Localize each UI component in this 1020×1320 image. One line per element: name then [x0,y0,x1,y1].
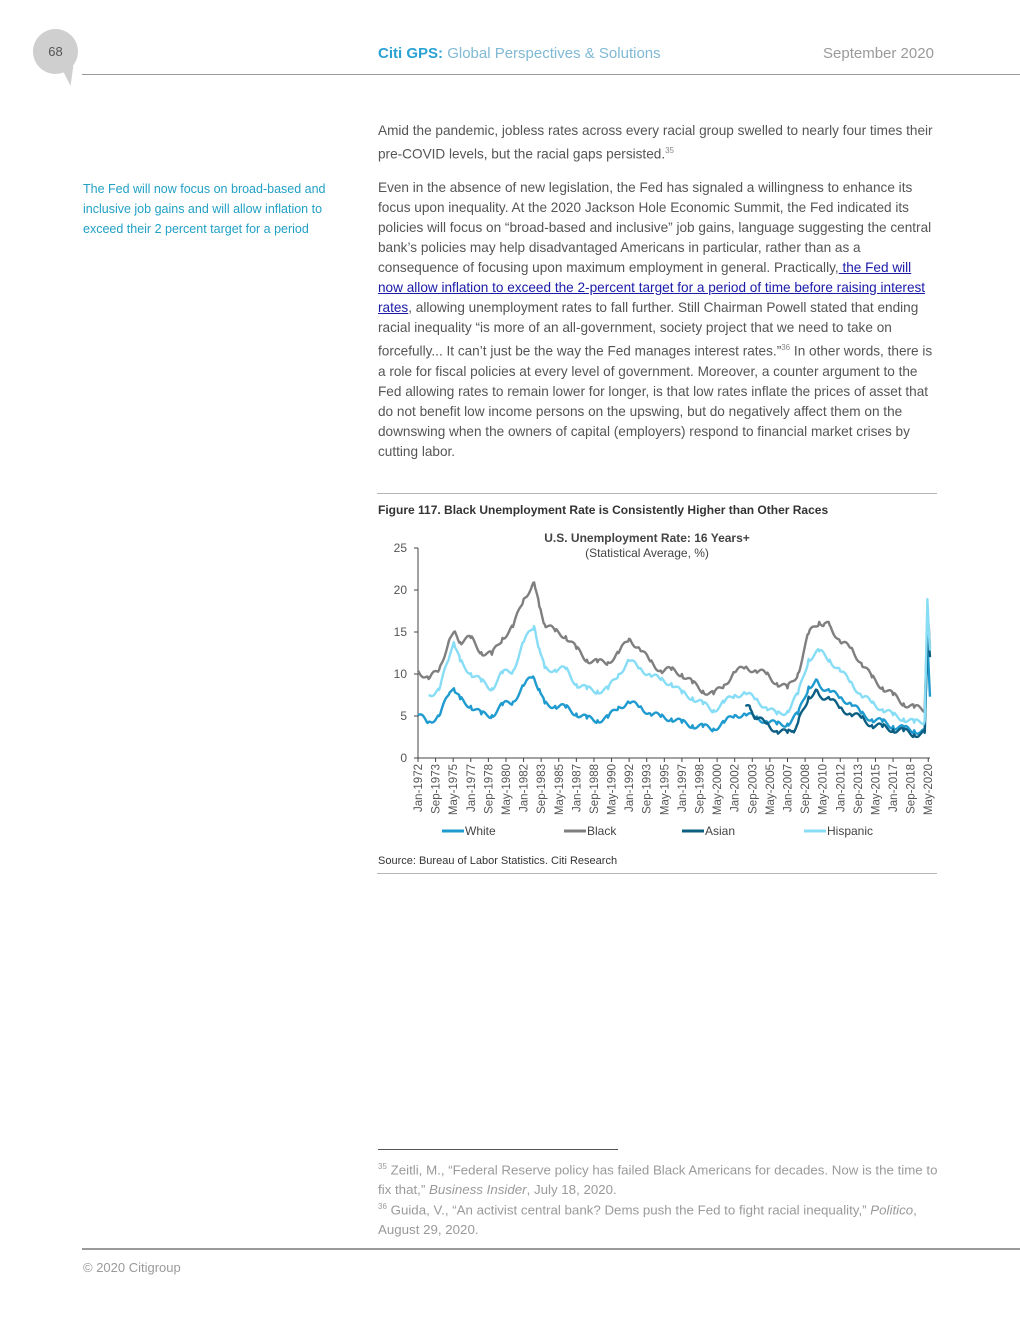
legend-asian-label: Asian [705,824,736,838]
footnote-35-date: , July 18, 2020. [526,1182,617,1198]
figure-bottom-rule [377,873,937,874]
footer-divider [82,1248,1020,1250]
legend-black-label: Black [587,824,617,838]
series-lines [418,582,930,737]
y-axis [394,541,418,765]
paragraph-2 [378,178,938,462]
page-number: 68 [33,29,78,74]
x-tick-label: Jan-2002 [729,764,742,812]
paragraph-2-end: In other words, there is a role for fiscal policies at every level of government. Moreover, a counter argument to the Fed allowing rates to remain lower for longer, is that low rates inflate the prices of asset that do not benefit low income persons on the upswing, but do negatively affect them on the downswing when the owners of capital (employers) respond to financial market crises by cutting labor. [378,343,933,459]
footnote-36-source: Politico [870,1202,914,1218]
y-tick-label: 5 [400,709,407,723]
brand-name: Citi GPS: [378,45,444,62]
x-tick-label: Jan-1982 [518,764,531,812]
y-tick-label: 10 [393,667,407,681]
x-tick-label: May-1985 [553,764,566,816]
x-tick-label: Sep-1988 [588,764,601,814]
y-tick-label: 25 [393,541,407,555]
y-tick-label: 20 [393,583,407,597]
x-tick-label: Jan-2017 [888,764,901,812]
x-tick-label: May-1980 [500,764,513,816]
footnote-35-ref: 35 [378,1162,387,1171]
paragraph-1-text: Amid the pandemic, jobless rates across every racial group swelled to nearly four times their pre-COVID levels, but the racial gaps persisted. [378,123,933,162]
x-tick-label: Sep-1993 [641,764,654,814]
footer-copyright: © 2020 Citigroup [83,1260,181,1275]
x-tick-label: Sep-1983 [536,764,549,814]
x-tick-label: Jan-1992 [624,764,637,812]
legend-white-label: White [465,824,496,838]
x-tick-label: May-2005 [764,764,777,816]
x-tick-label: Jan-2012 [835,764,848,812]
x-tick-label: Jan-1997 [676,764,689,812]
y-tick-label: 0 [400,751,407,765]
legend-hispanic-label: Hispanic [827,824,874,838]
footnote-ref-35[interactable]: 35 [665,146,675,155]
footnote-35-source: Business Insider [429,1182,527,1198]
figure-source: Source: Bureau of Labor Statistics. Citi Research [378,855,618,867]
x-tick-label: May-2020 [923,764,936,816]
x-tick-label: Sep-2013 [852,764,865,814]
header-date: September 2020 [823,45,934,62]
x-axis [413,758,935,815]
series-black-line [418,582,930,711]
paragraph-2-continued: , allowing unemployment rates to fall further. Still Chairman Powell stated that ending racial inequality “is more of an all-government, society project that we need to take on forcefully... It can’t just be the way the Fed manages interest rates.” [378,300,919,359]
chart-title: U.S. Unemployment Rate: 16 Years+ [544,531,750,545]
x-tick-label: Sep-2008 [800,764,813,814]
paragraph-2-text: Even in the absence of new legislation, the Fed has signaled a willingness to enhance its focus upon inequality. At the 2020 Jackson Hole Economic Summit, the Fed indicated its policies will focus on “broad-based and inclusive” job gains, language suggesting the central bank’s policies may help disadvantaged Americans in particular, rather than as a consequence of focusing upon maximum employment in general. Practically, [378,180,932,275]
x-tick-label: Jan-1977 [465,764,478,812]
footnote-36-date: , August 29, 2020. [378,1202,917,1238]
figure-top-rule [377,493,937,494]
footnote-36-text: Guida, V., “An activist central bank? Dems push the Fed to fight racial inequality,” [386,1202,871,1218]
sidebar-pull-quote: The Fed will now focus on broad-based and inclusive job gains and will allow inflation to exceed their 2 percent target for a period [83,182,326,236]
footnote-divider [378,1149,618,1150]
x-tick-label: Sep-1973 [430,764,443,814]
x-tick-label: Jan-1987 [571,764,584,812]
x-tick-label: Sep-2003 [747,764,760,814]
y-tick-label: 15 [393,625,407,639]
header-divider [82,74,1020,75]
x-tick-label: Jan-1972 [413,764,425,812]
footnote-ref-36[interactable]: 36 [781,343,791,352]
x-tick-label: May-2010 [817,764,830,816]
brand-subtitle: Global Perspectives & Solutions [447,45,661,62]
x-tick-label: Sep-1978 [483,764,496,814]
fed-inflation-link[interactable]: the Fed will now allow inflation to exceed the 2-percent target for a period of time before raising interest rates [378,260,926,315]
figure-caption: Figure 117. Black Unemployment Rate is Consistently Higher than Other Races [378,503,829,517]
x-tick-label: May-1995 [659,764,672,816]
x-tick-label: May-1975 [448,764,461,816]
paragraph-1 [378,121,938,165]
unemployment-chart [377,527,937,852]
footnote-35 [378,1157,938,1200]
x-tick-label: May-1990 [606,764,619,816]
x-tick-label: Sep-1998 [694,764,707,814]
x-tick-label: Sep-2018 [905,764,918,814]
chart-legend [442,824,873,838]
x-tick-label: Jan-2007 [782,764,795,812]
chart-subtitle: (Statistical Average, %) [585,546,709,560]
x-tick-label: May-2000 [712,764,725,816]
footnote-36-ref: 36 [378,1202,387,1211]
header-brand [378,45,661,62]
x-tick-label: May-2015 [870,764,883,816]
footnote-35-text: Zeitli, M., “Federal Reserve policy has failed Black Americans for decades. Now is the time to fix that,” [378,1162,938,1198]
footnote-36 [378,1197,938,1240]
